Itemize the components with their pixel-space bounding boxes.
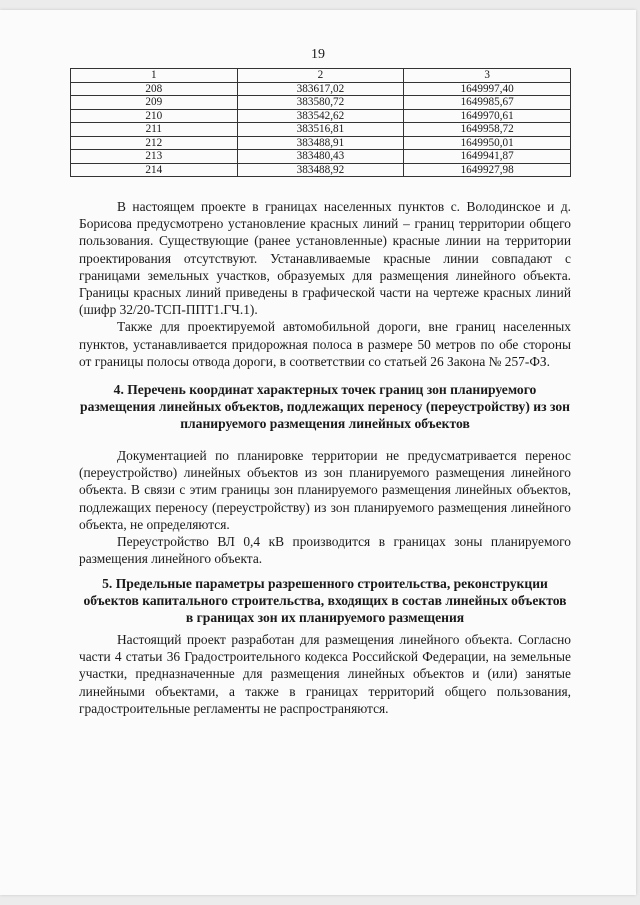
table-cell: 214 (71, 163, 238, 177)
table-header-cell: 2 (237, 69, 404, 83)
paragraph: В настоящем проекте в границах населенных пунктов с. Володинское и д. Борисова предусмотрено установление красных линий – границ территории общего пользования. Существующие (ранее установленные) красные линии на территории проектирования отсутствуют. Устанавливаемые красные линии совпадают с границами земельных участков, образуемых для размещения линейного объекта. Границы красных линий приведены в графической части на чертеже красных линий (шифр 32/20-ТСП-ППТ1.ГЧ.1). (79, 199, 571, 318)
table-row (71, 136, 571, 150)
table-row (71, 163, 571, 177)
table-cell: 383516,81 (237, 123, 404, 137)
table-cell: 210 (71, 109, 238, 123)
table-cell: 211 (71, 123, 238, 137)
table-cell: 383580,72 (237, 96, 404, 110)
paragraph: Документацией по планировке территории не предусматривается перенос (переустройство) линейных объектов из зон планируемого размещения линейного объекта. В связи с этим границы зон планируемого размещения линейных объектов, подлежащих переносу (переустройству) из зон планируемого размещения линейного объекта, не определяются. (79, 448, 571, 532)
table-cell: 1649970,61 (404, 109, 571, 123)
table-cell: 1649997,40 (404, 82, 571, 96)
section-4-heading: 4. Перечень координат характерных точек границ зон планируемого размещения линейных объектов, подлежащих переносу (переустройству) из зон планируемого размещения линейных объектов (80, 382, 570, 431)
table-cell: 383542,62 (237, 109, 404, 123)
section-5-body (79, 631, 571, 717)
red-lines-section (79, 198, 571, 370)
table-cell: 383617,02 (237, 82, 404, 96)
table-cell: 383480,43 (237, 150, 404, 164)
table-cell: 1649927,98 (404, 163, 571, 177)
table-cell: 383488,92 (237, 163, 404, 177)
paragraph: Переустройство ВЛ 0,4 кВ производится в границах зоны планируемого размещения линейного объекта. (79, 534, 571, 567)
document-page (0, 10, 636, 895)
table-cell: 1649941,87 (404, 150, 571, 164)
section-4-body (79, 447, 571, 567)
table-header-cell: 1 (71, 69, 238, 83)
table-cell: 383488,91 (237, 136, 404, 150)
table-row (71, 123, 571, 137)
table-row (71, 109, 571, 123)
table-header-row (71, 69, 571, 83)
table-cell: 213 (71, 150, 238, 164)
table-cell: 208 (71, 82, 238, 96)
page-number: 19 (311, 47, 325, 62)
table-header-cell: 3 (404, 69, 571, 83)
table-row (71, 150, 571, 164)
table-cell: 1649985,67 (404, 96, 571, 110)
table-cell: 212 (71, 136, 238, 150)
table-cell: 209 (71, 96, 238, 110)
coordinates-table (70, 68, 571, 177)
paragraph: Также для проектируемой автомобильной дороги, вне границ населенных пунктов, устанавливается придорожная полоса в размере 50 метров по обе стороны от границы полосы отвода дороги, в соответствии со статьей 26 Закона № 257-ФЗ. (79, 319, 571, 369)
section-5-heading: 5. Предельные параметры разрешенного строительства, реконструкции объектов капитального строительства, входящих в состав линейных объектов в границах зон их планируемого размещения (83, 576, 567, 625)
table-cell: 1649958,72 (404, 123, 571, 137)
table-row (71, 82, 571, 96)
table-row (71, 96, 571, 110)
table-cell: 1649950,01 (404, 136, 571, 150)
paragraph: Настоящий проект разработан для размещения линейного объекта. Согласно части 4 статьи 36 Градостроительного кодекса Российской Федерации, на земельные участки, предназначенные для размещения линейных объектов и (или) занятые линейными объектами, а также в границах территорий общего пользования, градостроительные регламенты не распространяются. (79, 632, 571, 716)
